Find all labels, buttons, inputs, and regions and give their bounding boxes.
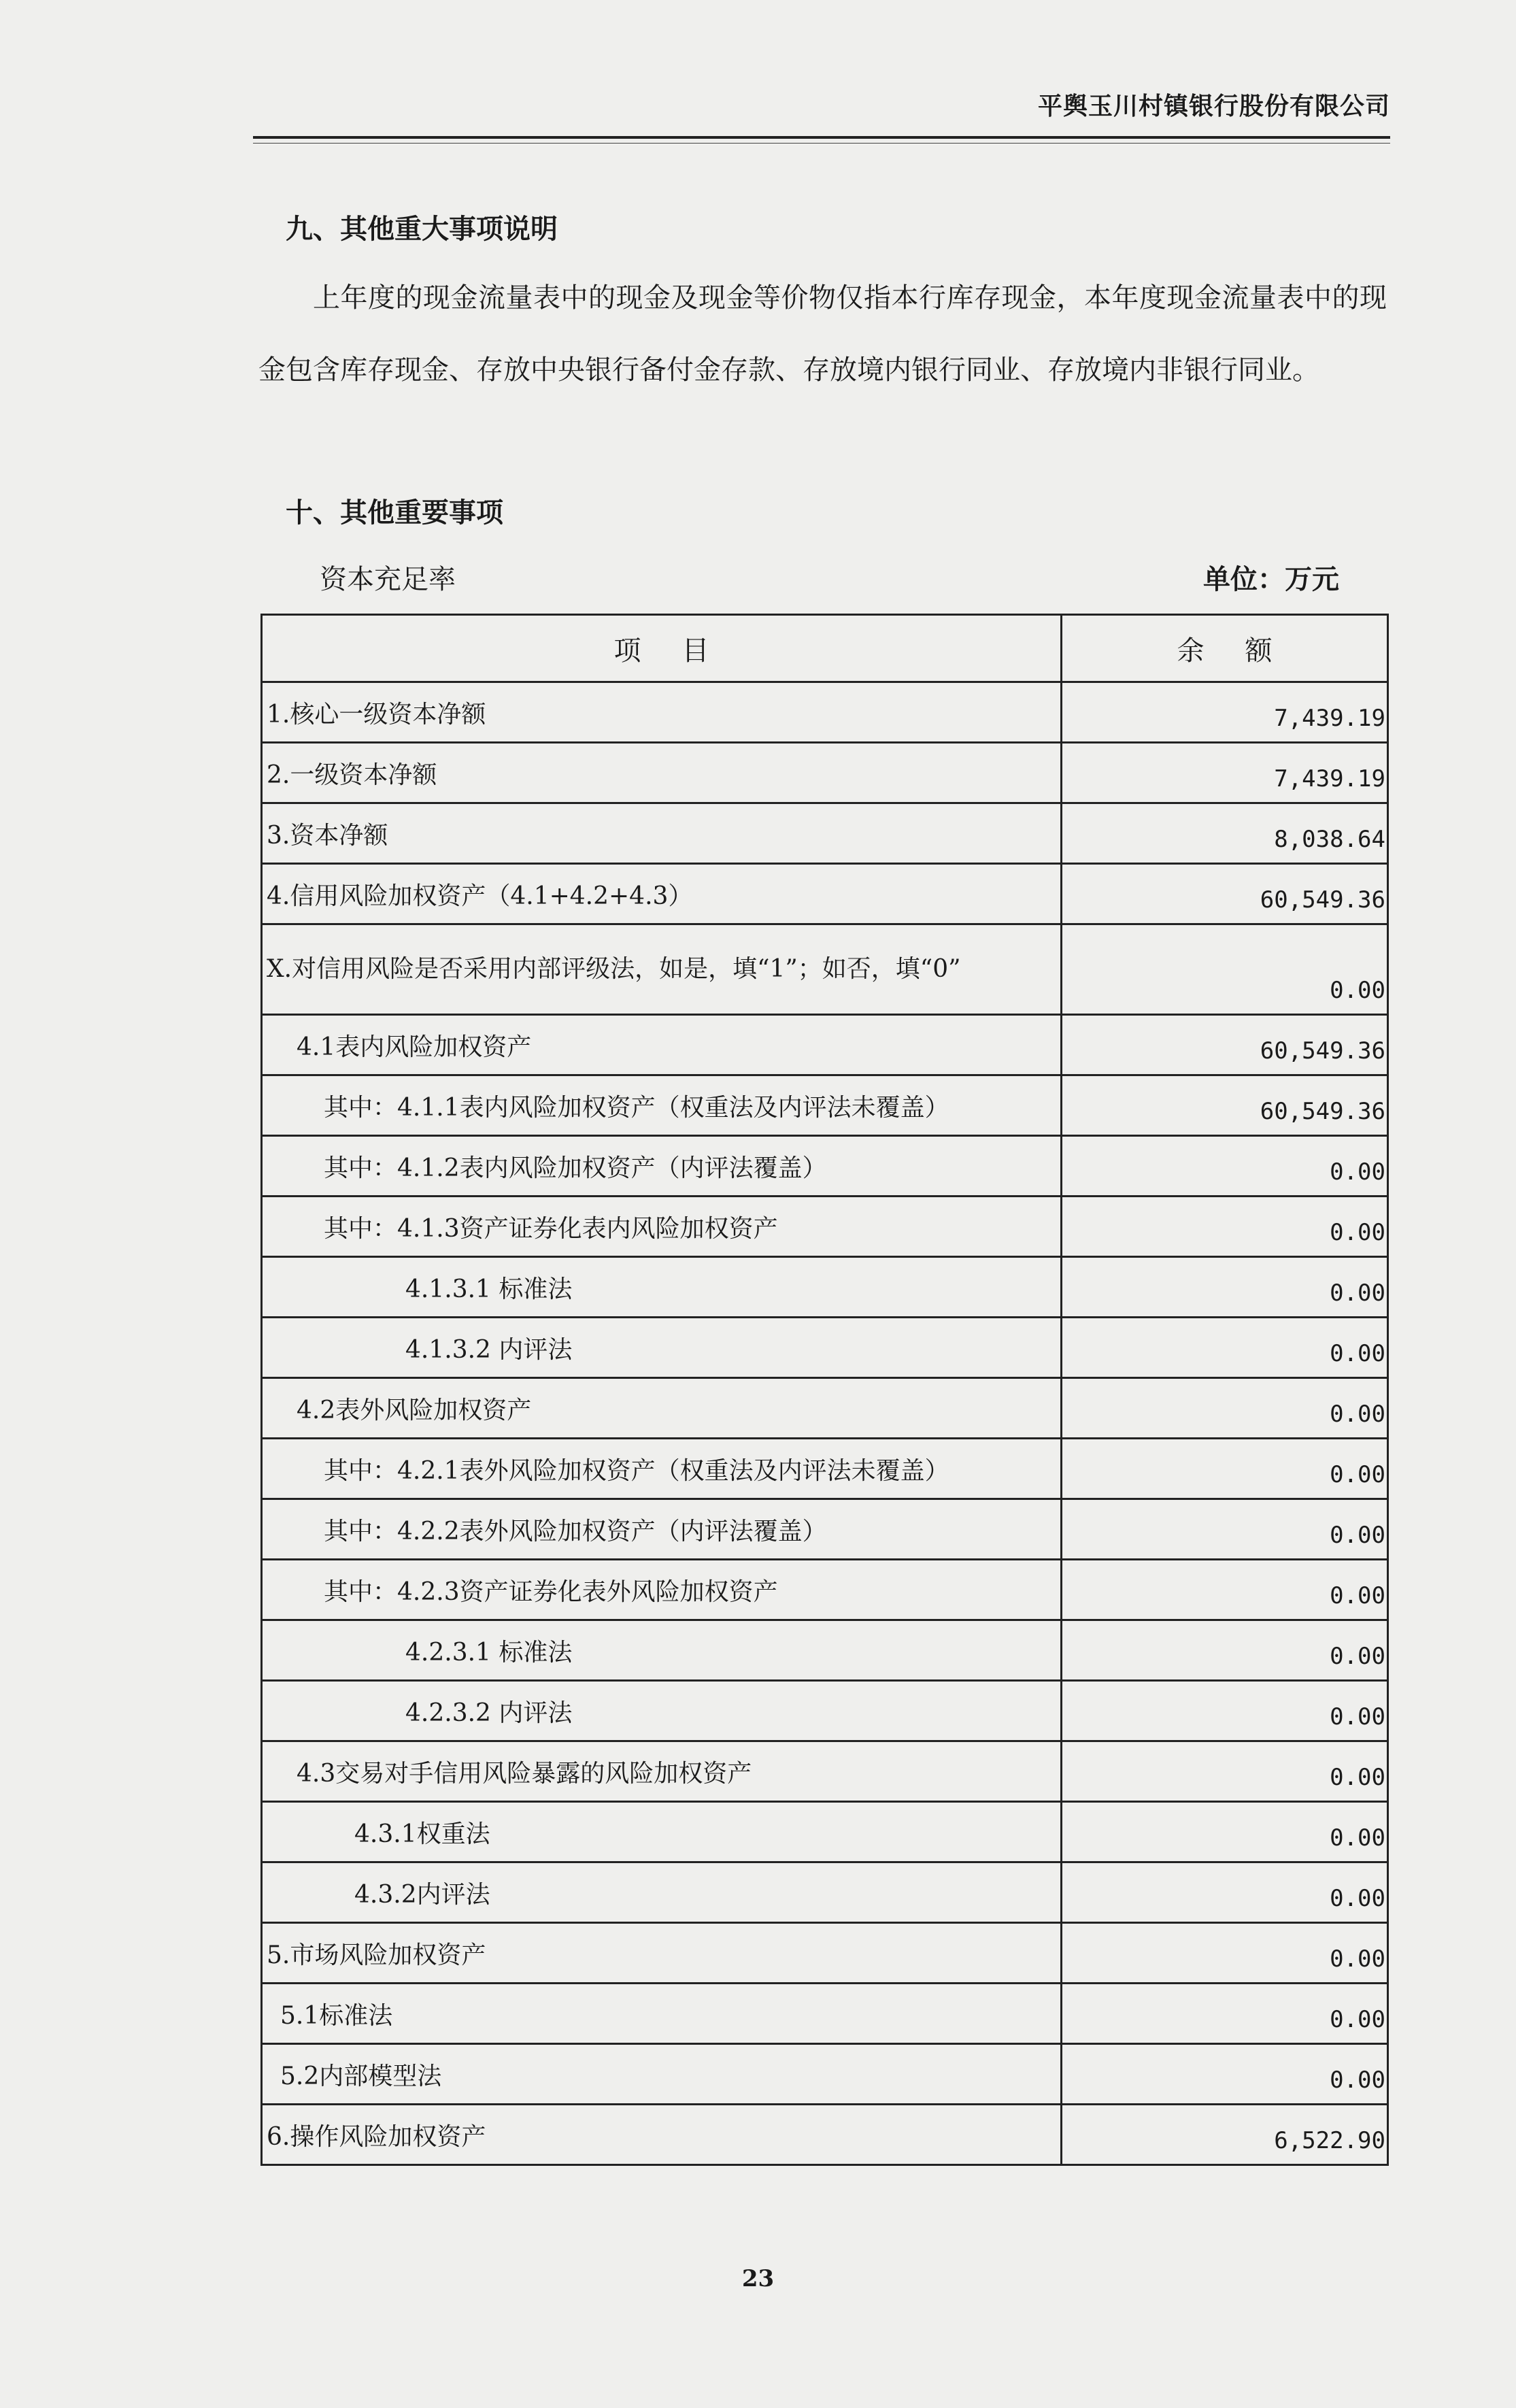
table-header-row: [262, 615, 1388, 682]
table-row: [262, 1681, 1388, 1741]
row-label: X.对信用风险是否采用内部评级法，如是，填“1”；如否，填“0”: [262, 924, 1062, 1015]
row-label: 4.3.1权重法: [262, 1802, 1062, 1862]
table-row: [262, 1923, 1388, 1984]
row-value: 0.00: [1062, 1318, 1388, 1378]
row-value: 0.00: [1062, 1741, 1388, 1802]
unit-label: 单位：万元: [1203, 564, 1339, 595]
table-row: [262, 1984, 1388, 2044]
section-10-title: 十、其他重要事项: [286, 497, 503, 529]
table-row: [262, 1075, 1388, 1136]
table-row: [262, 2105, 1388, 2165]
section-9-title: 九、其他重大事项说明: [286, 214, 558, 245]
table-subtitle: 资本充足率: [320, 564, 456, 595]
row-value: 0.00: [1062, 1378, 1388, 1439]
table-row: [262, 2044, 1388, 2105]
capital-adequacy-table: [260, 614, 1389, 2166]
table-row: [262, 1318, 1388, 1378]
row-label: 5.1标准法: [262, 1984, 1062, 2044]
row-label: 2.一级资本净额: [262, 743, 1062, 803]
row-value: 0.00: [1062, 2044, 1388, 2105]
row-value: 0.00: [1062, 1257, 1388, 1318]
row-label: 3.资本净额: [262, 803, 1062, 864]
row-label: 4.1表内风险加权资产: [262, 1015, 1062, 1075]
table-row: [262, 1378, 1388, 1439]
row-label: 其中：4.1.3资产证券化表内风险加权资产: [262, 1197, 1062, 1257]
table-row: [262, 803, 1388, 864]
row-label: 4.2表外风险加权资产: [262, 1378, 1062, 1439]
row-value: 0.00: [1062, 1439, 1388, 1499]
section-9-paragraph: 上年度的现金流量表中的现金及现金等价物仅指本行库存现金，本年度现金流量表中的现金包含库存现金、存放中央银行备付金存款、存放境内银行同业、存放境内非银行同业。: [258, 282, 1387, 386]
row-value: 60,549.36: [1062, 1075, 1388, 1136]
table-row: [262, 1439, 1388, 1499]
row-value: 0.00: [1062, 1802, 1388, 1862]
table-row: [262, 1741, 1388, 1802]
row-label: 4.1.3.1 标准法: [262, 1257, 1062, 1318]
row-label: 4.信用风险加权资产（4.1+4.2+4.3）: [262, 864, 1062, 924]
row-value: 8,038.64: [1062, 803, 1388, 864]
table-row: [262, 1620, 1388, 1681]
row-label: 4.2.3.2 内评法: [262, 1681, 1062, 1741]
row-label: 6.操作风险加权资产: [262, 2105, 1062, 2165]
table-row: [262, 1257, 1388, 1318]
table-row: [262, 1862, 1388, 1923]
table-row: [262, 1136, 1388, 1197]
row-value: 0.00: [1062, 1681, 1388, 1741]
row-value: 6,522.90: [1062, 2105, 1388, 2165]
header-item: 项目: [262, 615, 1062, 682]
header-rule: [253, 136, 1390, 139]
table-body: [262, 682, 1388, 2165]
row-label: 其中：4.2.2表外风险加权资产（内评法覆盖）: [262, 1499, 1062, 1560]
row-label: 其中：4.1.2表内风险加权资产（内评法覆盖）: [262, 1136, 1062, 1197]
table-row: [262, 743, 1388, 803]
row-label: 其中：4.2.3资产证券化表外风险加权资产: [262, 1560, 1062, 1620]
header-rule-thin: [253, 143, 1390, 144]
row-value: 0.00: [1062, 1197, 1388, 1257]
row-value: 0.00: [1062, 1984, 1388, 2044]
header-company-name: 平舆玉川村镇银行股份有限公司: [1037, 93, 1390, 120]
row-label: 4.1.3.2 内评法: [262, 1318, 1062, 1378]
page-number: 23: [741, 2265, 775, 2292]
table-row: [262, 1560, 1388, 1620]
row-value: 7,439.19: [1062, 682, 1388, 743]
row-label: 5.市场风险加权资产: [262, 1923, 1062, 1984]
table-row: [262, 1499, 1388, 1560]
row-value: 0.00: [1062, 1136, 1388, 1197]
row-value: 60,549.36: [1062, 864, 1388, 924]
row-value: 60,549.36: [1062, 1015, 1388, 1075]
table-row: [262, 1015, 1388, 1075]
row-value: 0.00: [1062, 1560, 1388, 1620]
table-row: [262, 1802, 1388, 1862]
row-value: 0.00: [1062, 1620, 1388, 1681]
row-label: 其中：4.1.1表内风险加权资产（权重法及内评法未覆盖）: [262, 1075, 1062, 1136]
table-row: [262, 864, 1388, 924]
table-row: [262, 924, 1388, 1015]
row-value: 7,439.19: [1062, 743, 1388, 803]
row-value: 0.00: [1062, 924, 1388, 1015]
row-value: 0.00: [1062, 1862, 1388, 1923]
table-row: [262, 1197, 1388, 1257]
row-value: 0.00: [1062, 1923, 1388, 1984]
row-label: 5.2内部模型法: [262, 2044, 1062, 2105]
row-label: 4.3交易对手信用风险暴露的风险加权资产: [262, 1741, 1062, 1802]
row-label: 1.核心一级资本净额: [262, 682, 1062, 743]
row-label: 其中：4.2.1表外风险加权资产（权重法及内评法未覆盖）: [262, 1439, 1062, 1499]
row-label: 4.3.2内评法: [262, 1862, 1062, 1923]
row-label: 4.2.3.1 标准法: [262, 1620, 1062, 1681]
header-amount: 余额: [1062, 615, 1388, 682]
table-row: [262, 682, 1388, 743]
row-value: 0.00: [1062, 1499, 1388, 1560]
